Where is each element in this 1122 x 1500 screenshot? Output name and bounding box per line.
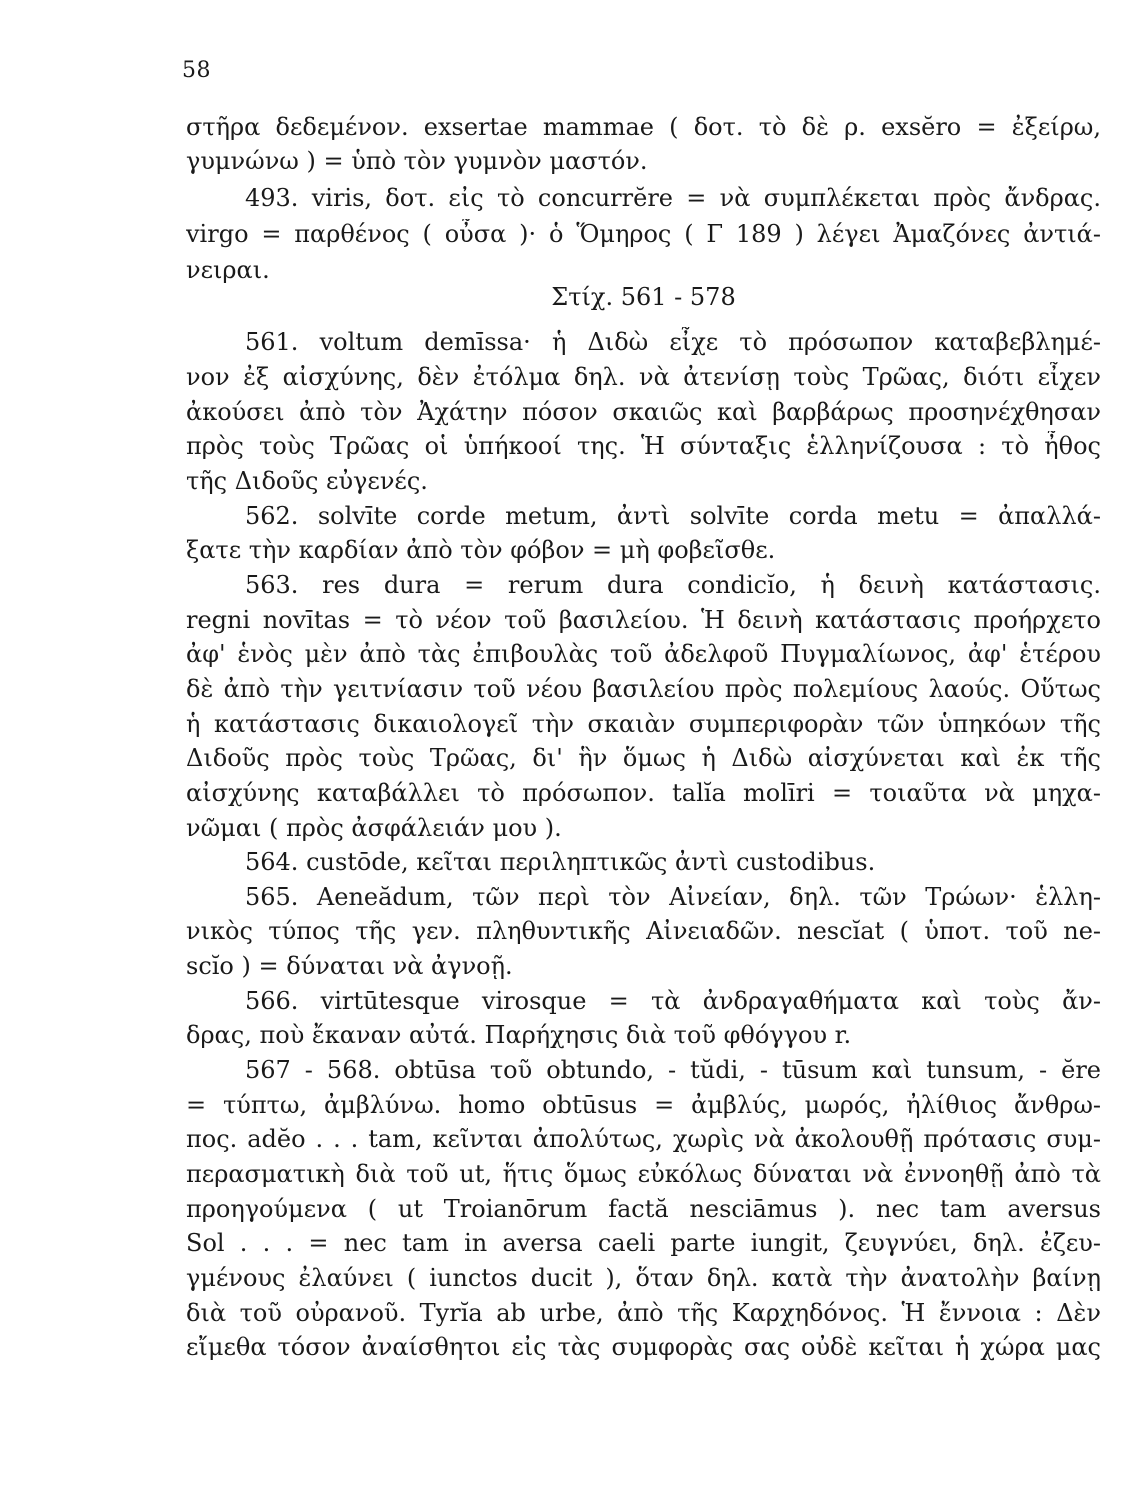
text-line: ἡ κατάστασις δικαιολογεῖ τὴν σκαιὰν συμπεριφορὰν τῶν ὑπηκόων τῆς xyxy=(186,710,1101,738)
text-line: 566. virtūtesque virosque = τὰ ἀνδραγαθήματα καὶ τοὺς ἄν- xyxy=(245,987,1101,1015)
text-line: 567 - 568. obtūsa τοῦ obtundo, - tŭdi, - tūsum καὶ tunsum, - ĕre xyxy=(245,1056,1101,1084)
text-line: αἰσχύνης καταβάλλει τὸ πρόσωπον. talĭa molīri = τοιαῦτα νὰ μηχα- xyxy=(186,779,1101,807)
text-line: προηγούμενα ( ut Troianōrum factă nesciāmus ). nec tam aversus xyxy=(186,1195,1101,1223)
text-line: regni novītas = τὸ νέον τοῦ βασιλείου. Ἡ δεινὴ κατάστασις προήρχετο xyxy=(186,606,1101,634)
section-heading: Στίχ. 561 - 578 xyxy=(551,283,736,311)
text-line: δρας, ποὺ ἔκαναν αὐτά. Παρήχησις διὰ τοῦ φθόγγου r. xyxy=(186,1021,852,1049)
text-line: νειραι. xyxy=(186,256,270,284)
text-line: τῆς Διδοῦς εὐγενές. xyxy=(186,467,428,495)
text-line: γμένους ἐλαύνει ( iunctos ducit ), ὅταν δηλ. κατὰ τὴν ἀνατολὴν βαίνῃ xyxy=(186,1264,1101,1292)
text-line: scĭo ) = δύναται νὰ ἀγνοῇ. xyxy=(186,952,513,980)
text-line: = τύπτω, ἀμβλύνω. homo obtūsus = ἀμβλύς, μωρός, ἠλίθιος ἄνθρω- xyxy=(186,1091,1101,1119)
text-line: Sol . . . = nec tam in aversa caeli parte iungit, ζευγνύει, δηλ. ἐζευ- xyxy=(186,1229,1101,1257)
text-line: 561. voltum demīssa· ἡ Διδὼ εἶχε τὸ πρόσωπον καταβεβλημέ- xyxy=(245,328,1101,356)
text-line: νικὸς τύπος τῆς γεν. πληθυντικῆς Αἰνειαδῶν. nescĭat ( ὑποτ. τοῦ ne- xyxy=(186,917,1101,945)
page-number: 58 xyxy=(182,58,211,83)
text-line: στῆρα δεδεμένον. exsertae mammae ( δοτ. τὸ δὲ ρ. exsĕro = ἐξείρω, xyxy=(186,113,1101,141)
text-line: διὰ τοῦ οὐρανοῦ. Tyrĭa ab urbe, ἀπὸ τῆς Καρχηδόνος. Ἡ ἔννοια : Δὲν xyxy=(186,1299,1101,1327)
text-line: νον ἐξ αἰσχύνης, δὲν ἐτόλμα δηλ. νὰ ἀτενίσῃ τοὺς Τρῶας, διότι εἶχεν xyxy=(186,363,1101,391)
text-line: νῶμαι ( πρὸς ἀσφάλειάν μου ). xyxy=(186,814,562,842)
text-line: 562. solvīte corde metum, ἀντὶ solvīte corda metu = ἀπαλλά- xyxy=(245,502,1101,530)
text-line: Διδοῦς πρὸς τοὺς Τρῶας, δι' ἣν ὅμως ἡ Διδὼ αἰσχύνεται καὶ ἐκ τῆς xyxy=(186,744,1101,772)
text-line: 564. custōde, κεῖται περιληπτικῶς ἀντὶ custodibus. xyxy=(245,848,876,876)
text-line: 493. viris, δοτ. εἰς τὸ concurrĕre = νὰ συμπλέκεται πρὸς ἄνδρας. xyxy=(245,184,1101,212)
text-line: ξατε τὴν καρδίαν ἀπὸ τὸν φόβον = μὴ φοβεῖσθε. xyxy=(186,536,776,564)
text-line: γυμνώνω ) = ὑπὸ τὸν γυμνὸν μαστόν. xyxy=(186,147,648,175)
text-line: 563. res dura = rerum dura condicĭo, ἡ δεινὴ κατάστασις. xyxy=(245,571,1101,599)
text-line: πος. adĕo . . . tam, κεῖνται ἀπολύτως, χωρὶς νὰ ἀκολουθῇ πρότασις συμ- xyxy=(186,1125,1101,1153)
text-line: 565. Aeneădum, τῶν περὶ τὸν Αἰνείαν, δηλ. τῶν Τρώων· ἑλλη- xyxy=(245,883,1101,911)
text-line: virgo = παρθένος ( οὖσα )· ὁ Ὅμηρος ( Γ 189 ) λέγει Ἀμαζόνες ἀντιά- xyxy=(186,220,1101,248)
text-line: ἀκούσει ἀπὸ τὸν Ἀχάτην πόσον σκαιῶς καὶ βαρβάρως προσηνέχθησαν xyxy=(186,398,1101,426)
text-line: εἴμεθα τόσον ἀναίσθητοι εἰς τὰς συμφορὰς σας οὐδὲ κεῖται ἡ χώρα μας xyxy=(186,1333,1101,1361)
text-line: ἀφ' ἑνὸς μὲν ἀπὸ τὰς ἐπιβουλὰς τοῦ ἀδελφοῦ Πυγμαλίωνος, ἀφ' ἑτέρου xyxy=(186,640,1101,668)
text-line: δὲ ἀπὸ τὴν γειτνίασιν τοῦ νέου βασιλείου πρὸς πολεμίους λαούς. Οὕτως xyxy=(186,675,1101,703)
text-line: περασματικὴ διὰ τοῦ ut, ἥτις ὅμως εὐκόλως δύναται νὰ ἐννοηθῇ ἀπὸ τὰ xyxy=(186,1160,1101,1188)
text-line: πρὸς τοὺς Τρῶας οἱ ὑπήκοοί της. Ἡ σύνταξις ἑλληνίζουσα : τὸ ἦθος xyxy=(186,432,1101,460)
